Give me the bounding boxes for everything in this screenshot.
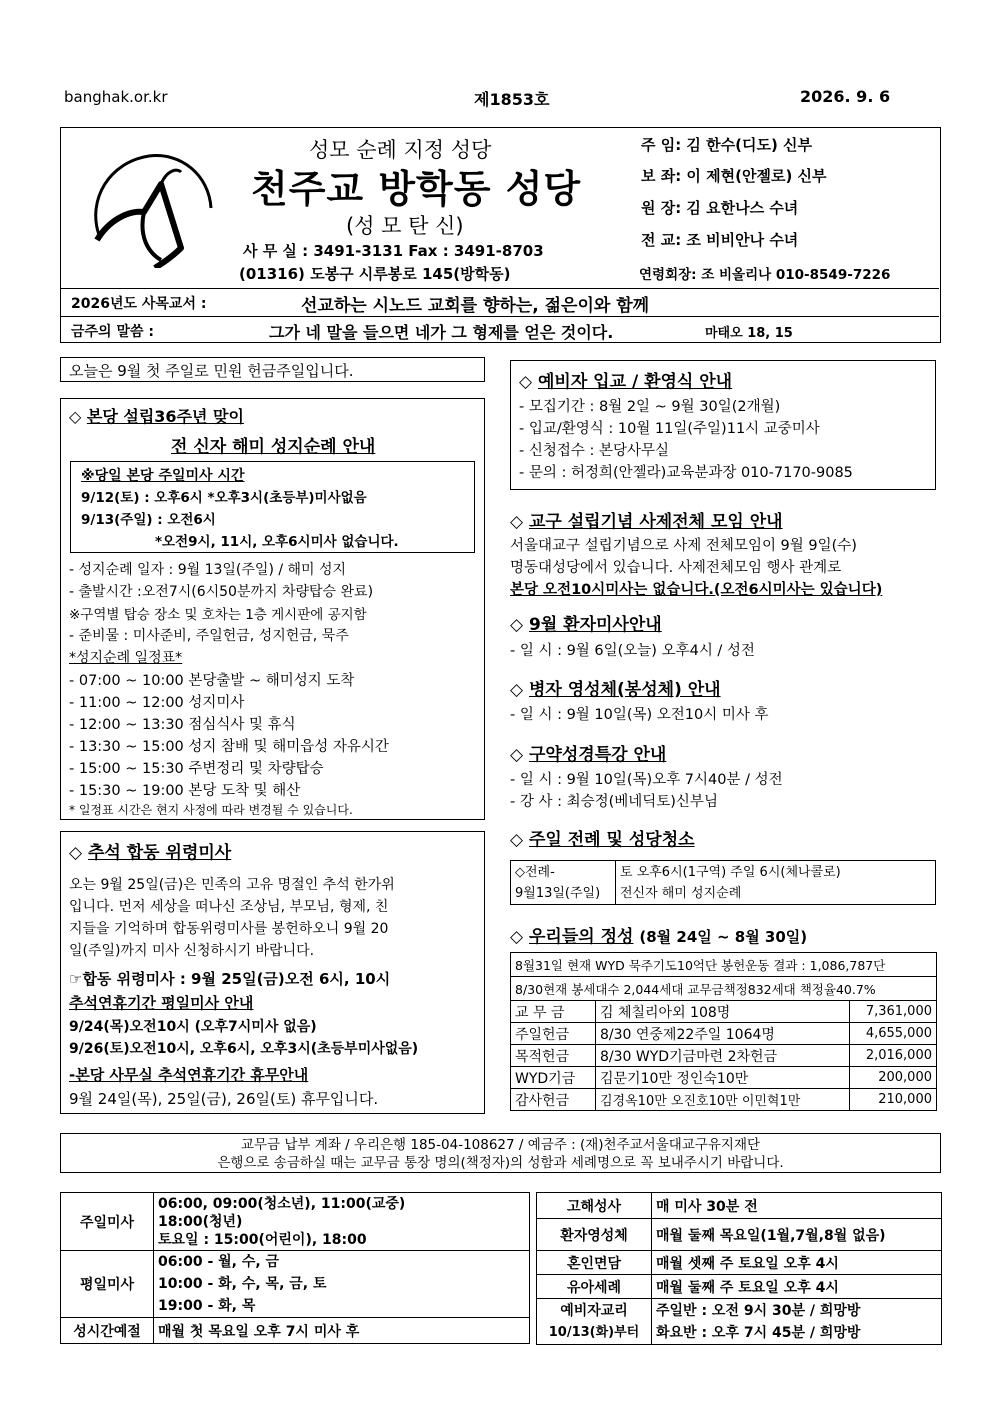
schedule-item: - 15:30 ~ 19:00 본당 도착 및 해산 xyxy=(69,783,301,799)
holiday-line: 9/24(목)오전10시 (오후7시미사 없음) xyxy=(69,1019,317,1035)
mass-schedule-table xyxy=(60,1192,530,1344)
chuseok-section xyxy=(60,831,485,1114)
mass-time-line: 9/13(주일) : 오전6시 xyxy=(81,512,216,528)
confession-value: 매 미사 30분 전 xyxy=(652,1193,942,1219)
schedule-item: - 13:30 ~ 15:00 성지 참배 및 해미읍성 자유시간 xyxy=(69,739,389,755)
payment-line: 교무금 납부 계좌 / 우리은행 185-04-108627 / 예금주 : (재)천주교서울대교구유지재단 xyxy=(240,1137,761,1153)
staff-catechist: 전 교: 조 비비안나 수녀 xyxy=(641,231,799,249)
weekday-mass-times: 06:00 - 월, 수, 금 10:00 - 화, 수, 목, 금, 토 19:00 - 화, 목 xyxy=(154,1251,530,1318)
sacrament-schedule-table xyxy=(536,1192,942,1345)
offering-table xyxy=(510,952,937,1111)
diocese-line: 본당 오전10시미사는 없습니다.(오전6시미사는 있습니다) xyxy=(510,582,883,598)
offering-row-rosary: 8월31일 현재 WYD 묵주기도10억단 봉헌운동 결과 : 1,086,787단 xyxy=(511,953,937,977)
chuseok-body-line: 지들을 기억하며 합동위령미사를 봉헌하오니 9월 20 xyxy=(69,921,389,937)
bible-lecture-line: - 강 사 : 최승정(베네딕토)신부님 xyxy=(510,794,718,810)
liturgy-label-cell: ◇전례- 9월13일(주일) xyxy=(511,861,616,905)
bible-lecture-line: - 일 시 : 9월 10일(목)오후 7시40분 / 성전 xyxy=(510,772,783,788)
welfare-heading: ◇ 9월 환자미사안내 xyxy=(510,615,662,635)
office-address: (01316) 도봉구 시루봉로 145(방학동) xyxy=(239,265,511,283)
liturgy-value-cell: 토 오후6시(1구역) 주일 6시(체나콜로) 전신자 해미 성지순례 xyxy=(616,861,936,905)
offering-row: WYD기금 김문기10만 정인숙10만 200,000 xyxy=(511,1067,937,1089)
infant-baptism-label: 유아세례 xyxy=(537,1275,652,1299)
parish-patron: (성 모 탄 신) xyxy=(346,214,464,238)
liturgy-table xyxy=(510,860,936,905)
sick-communion-label: 환자영성체 xyxy=(537,1219,652,1251)
sick-communion-heading: ◇ 병자 영성체(봉성체) 안내 xyxy=(510,680,721,700)
mass-time-line: 9/12(토) : 오후6시 *오후3시(초등부)미사없음 xyxy=(81,490,367,506)
schedule-title: *성지순례 일정표* xyxy=(69,650,183,666)
offering-heading: ◇ 우리들의 정성 (8월 24일 ~ 8월 30일) xyxy=(510,927,808,947)
pilgrimage-line: - 준비물 : 미사준비, 주일헌금, 성지헌금, 묵주 xyxy=(69,628,349,644)
marriage-label: 혼인면담 xyxy=(537,1251,652,1275)
notice-text: 오늘은 9월 첫 주일로 민원 헌금주일입니다. xyxy=(69,362,354,380)
offering-row-households: 8/30현재 봉세대수 2,044세대 교무금책정832세대 책정율40.7% xyxy=(511,977,937,1001)
catechumen-line: - 모집기간 : 8월 2일 ~ 9월 30일(2개월) xyxy=(519,399,781,415)
diocese-line: 서울대교구 설립기념으로 사제 전체모임이 9월 9일(수) xyxy=(510,538,857,554)
site-url: banghak.or.kr xyxy=(64,88,168,106)
welfare-line: - 일 시 : 9월 6일(오늘) 오후4시 / 성전 xyxy=(510,643,755,659)
offering-row: 목적헌금 8/30 WYD기금마련 2차헌금 2,016,000 xyxy=(511,1045,937,1067)
office-phone: 사 무 실 : 3491-3131 Fax : 3491-8703 xyxy=(243,242,544,260)
catechumen-section xyxy=(510,360,936,490)
word-row xyxy=(61,316,939,344)
issue-number: 제1853호 xyxy=(474,90,550,109)
parish-logo xyxy=(69,140,219,268)
holiday-title: 추석연휴기간 평일미사 안내 xyxy=(69,994,254,1012)
catechism-value: 주일반 : 오전 9시 30분 / 희망방 화요반 : 오후 7시 45분 / 희망방 xyxy=(652,1299,942,1345)
pastoral-label: 2026년도 사목교서 : xyxy=(71,296,207,312)
catechumen-line: - 입교/환영식 : 10월 11일(주일)11시 교중미사 xyxy=(519,421,820,437)
chuseok-heading: ◇ 추석 합동 위령미사 xyxy=(69,843,232,863)
catechumen-line: - 신청접수 : 본당사무실 xyxy=(519,443,670,459)
pastoral-text: 선교하는 시노드 교회를 향하는, 젊은이와 함께 xyxy=(301,296,650,316)
issue-date: 2026. 9. 6 xyxy=(800,87,891,106)
header-box xyxy=(60,127,941,343)
pilgrimage-subtitle: 전 신자 해미 성지순례 안내 xyxy=(171,437,376,457)
chuseok-mass: ☞합동 위령미사 : 9월 25일(금)오전 6시, 10시 xyxy=(69,970,391,988)
pilgrimage-section xyxy=(60,398,485,820)
diocese-heading: ◇ 교구 설립기념 사제전체 모임 안내 xyxy=(510,512,783,532)
mass-time-title: ※당일 본당 주일미사 시간 xyxy=(81,468,245,484)
notice-bar xyxy=(60,357,485,382)
offering-row: 주일헌금 8/30 연중제22주일 1064명 4,655,000 xyxy=(511,1023,937,1045)
offering-row: 교 무 금 김 체칠리아외 108명 7,361,000 xyxy=(511,1001,937,1023)
word-text: 그가 네 말을 들으면 네가 그 형제를 얻은 것이다. xyxy=(269,323,614,342)
catechism-label: 예비자교리 10/13(화)부터 xyxy=(537,1299,652,1345)
chuseok-body-line: 오는 9월 25일(금)은 민족의 고유 명절인 추석 한가위 xyxy=(69,877,395,893)
schedule-item: - 15:00 ~ 15:30 주변정리 및 차량탑승 xyxy=(69,761,324,777)
liturgy-heading: ◇ 주일 전례 및 성당청소 xyxy=(510,830,695,850)
schedule-item: - 07:00 ~ 10:00 본당출발 ~ 해미성지 도착 xyxy=(69,673,355,689)
word-ref: 마태오 18, 15 xyxy=(705,326,793,341)
staff-superior: 원 장: 김 요한나스 수녀 xyxy=(641,199,799,217)
payment-info xyxy=(60,1133,941,1173)
sick-communion-value: 매월 둘째 목요일(1월,7월,8월 없음) xyxy=(652,1219,942,1251)
offering-row: 감사헌금 김경옥10만 오진호10만 이민혁1만 210,000 xyxy=(511,1089,937,1111)
schedule-item: - 12:00 ~ 13:30 점심식사 및 휴식 xyxy=(69,717,296,733)
mass-time-box xyxy=(70,461,475,553)
office-closed-title: -본당 사무실 추석연휴기간 휴무안내 xyxy=(69,1066,309,1084)
pilgrimage-line: - 성지순례 일자 : 9월 13일(주일) / 해미 성지 xyxy=(69,562,347,578)
marriage-value: 매월 셋째 주 토요일 오후 4시 xyxy=(652,1251,942,1275)
catechumen-heading: ◇ 예비자 입교 / 환영식 안내 xyxy=(519,372,733,392)
diocese-line: 명동대성당에서 있습니다. 사제전체모임 행사 관계로 xyxy=(510,560,842,576)
holy-hour-time: 매월 첫 목요일 오후 7시 미사 후 xyxy=(154,1318,530,1344)
holy-hour-label: 성시간예절 xyxy=(61,1318,154,1344)
schedule-note: * 일정표 시간은 현지 사정에 따라 변경될 수 있습니다. xyxy=(69,803,353,817)
infant-baptism-value: 매월 둘째 주 토요일 오후 4시 xyxy=(652,1275,942,1299)
staff-pastor: 주 임: 김 한수(디도) 신부 xyxy=(641,136,813,154)
sunday-mass-times: 06:00, 09:00(청소년), 11:00(교중) 18:00(청년) 토요일 : 15:00(어린이), 18:00 xyxy=(154,1193,530,1251)
staff-assistant: 보 좌: 이 제현(안젤로) 신부 xyxy=(641,167,827,185)
pilgrimage-line: - 출발시간 :오전7시(6시50분까지 차량탑승 완료) xyxy=(69,584,374,600)
mass-time-line: *오전9시, 11시, 오후6시미사 없습니다. xyxy=(155,534,399,550)
council-president: 연령회장: 조 비올리나 010-8549-7226 xyxy=(639,267,891,283)
catechumen-line: - 문의 : 허정희(안젤라)교육분과장 010-7170-9085 xyxy=(519,465,853,481)
confession-label: 고해성사 xyxy=(537,1193,652,1219)
weekday-mass-label: 평일미사 xyxy=(61,1251,154,1318)
sick-communion-line: - 일 시 : 9월 10일(목) 오전10시 미사 후 xyxy=(510,707,769,723)
header-subtitle: 성모 순례 지정 성당 xyxy=(309,138,492,162)
chuseok-body-line: 일(주일)까지 미사 신청하시기 바랍니다. xyxy=(69,943,315,959)
chuseok-body-line: 입니다. 먼저 세상을 떠나신 조상님, 부모님, 형제, 친 xyxy=(69,899,389,915)
payment-line: 은행으로 송금하실 때는 교무금 통장 명의(책정자)의 성함과 세례명으로 꼭 보내주시기 바랍니다. xyxy=(217,1155,784,1171)
office-closed-line: 9월 24일(목), 25일(금), 26일(토) 휴무입니다. xyxy=(69,1090,379,1108)
bible-lecture-heading: ◇ 구약성경특강 안내 xyxy=(510,745,667,765)
parish-title: 천주교 방학동 성당 xyxy=(251,167,582,211)
sunday-mass-label: 주일미사 xyxy=(61,1193,154,1251)
pastoral-row xyxy=(61,288,939,317)
pilgrimage-line: ※구역별 탑승 장소 및 호차는 1층 게시판에 공지함 xyxy=(69,607,367,623)
holiday-line: 9/26(토)오전10시, 오후6시, 오후3시(초등부미사없음) xyxy=(69,1041,419,1057)
word-label: 금주의 말씀 : xyxy=(71,324,154,340)
schedule-item: - 11:00 ~ 12:00 성지미사 xyxy=(69,695,245,711)
pilgrimage-heading: ◇ 본당 설립36주년 맞이 xyxy=(69,407,244,426)
